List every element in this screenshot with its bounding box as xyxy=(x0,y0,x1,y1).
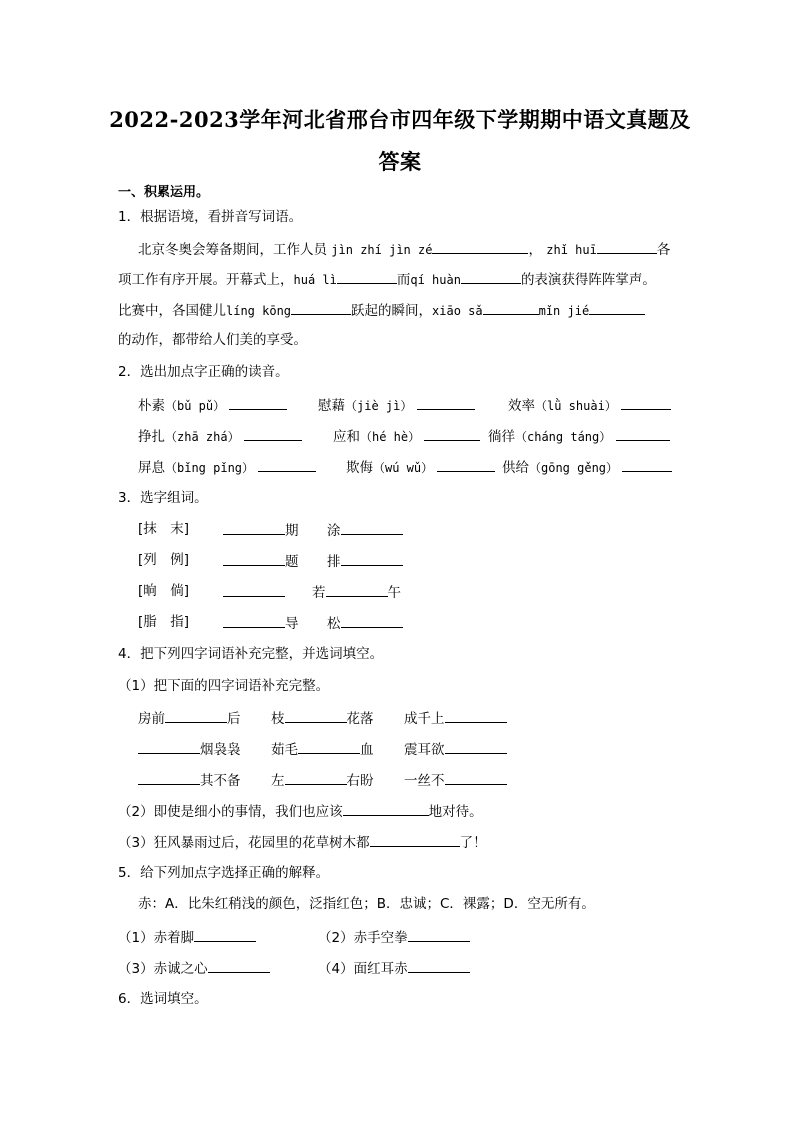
answer-blank[interactable] xyxy=(622,457,672,472)
q3-word-b: 若 午 xyxy=(312,582,401,602)
q3-word-a: 期 xyxy=(223,520,299,540)
answer-blank[interactable] xyxy=(343,801,429,816)
answer-blank[interactable] xyxy=(285,770,347,785)
q4-idiom: 震耳欲 xyxy=(404,739,507,759)
pinyin: huá lì xyxy=(293,273,337,287)
answer-blank[interactable] xyxy=(370,832,460,847)
answer-blank[interactable] xyxy=(597,239,657,254)
answer-blank[interactable] xyxy=(229,395,287,410)
q3-word-a xyxy=(223,582,285,602)
q1-prompt: 1．根据语境，看拼音写词语。 xyxy=(118,209,303,225)
pinyin: zhǐ huī xyxy=(546,243,597,257)
answer-blank[interactable] xyxy=(208,958,270,973)
document-title-line1: 2022-2023学年河北省邢台市四年级下学期期中语文真题及 xyxy=(109,107,691,132)
answer-blank[interactable] xyxy=(445,739,507,754)
q3-word-b: 松 xyxy=(327,613,403,633)
q2-item: 徜徉（cháng táng） xyxy=(488,426,670,446)
pinyin: mǐn jié xyxy=(538,304,590,318)
answer-blank[interactable] xyxy=(223,613,285,628)
q1-paragraph-line3 xyxy=(118,300,645,320)
q4-idiom: 其不备 xyxy=(138,770,241,790)
text: 各 xyxy=(656,242,671,258)
q4-idiom: 枝 花落 xyxy=(271,708,374,728)
q4-idiom: 成千上 xyxy=(404,708,507,728)
text: 北京冬奥会筹备期间，工作人员 xyxy=(138,242,327,258)
pinyin: xiāo sǎ xyxy=(432,304,483,318)
q4-idiom: 左 右盼 xyxy=(271,770,374,790)
q3-prompt: 3．选字组词。 xyxy=(118,490,208,506)
q3-choice: [抹 末] xyxy=(138,521,190,537)
answer-blank[interactable] xyxy=(258,457,316,472)
q2-item: 慰藉（jiè jì） xyxy=(318,395,475,415)
answer-blank[interactable] xyxy=(417,395,475,410)
answer-blank[interactable] xyxy=(445,770,507,785)
q3-word-b: 涂 xyxy=(327,520,403,540)
answer-blank[interactable] xyxy=(621,395,671,410)
q3-word-a: 导 xyxy=(223,613,299,633)
q2-item: 欺侮（wú wǔ） xyxy=(346,457,495,477)
answer-blank[interactable] xyxy=(408,927,470,942)
answer-blank[interactable] xyxy=(408,958,470,973)
q2-item: 效率（lǜ shuài） xyxy=(508,395,671,415)
answer-blank[interactable] xyxy=(285,708,347,723)
answer-blank[interactable] xyxy=(341,551,403,566)
answer-blank[interactable] xyxy=(483,300,539,315)
q1-paragraph-line2 xyxy=(118,269,656,289)
answer-blank[interactable] xyxy=(223,582,285,597)
q5-item: （1）赤着脚 xyxy=(118,927,256,947)
answer-blank[interactable] xyxy=(432,239,528,254)
q2-item: 应和（hé hè） xyxy=(333,426,480,446)
q2-item: 挣扎（zhā zhá） xyxy=(138,426,302,446)
answer-blank[interactable] xyxy=(165,708,227,723)
answer-blank[interactable] xyxy=(291,300,351,315)
answer-blank[interactable] xyxy=(326,582,388,597)
text: 的表演获得阵阵掌声。 xyxy=(520,272,656,288)
q3-word-b: 排 xyxy=(327,551,403,571)
q5-definition: 赤：A．比朱红稍浅的颜色，泛指红色；B．忠诚；C．裸露；D．空无所有。 xyxy=(138,896,595,912)
text: ， xyxy=(528,242,542,258)
q2-item: 屏息（bǐng pǐng） xyxy=(138,457,316,477)
answer-blank[interactable] xyxy=(445,708,507,723)
q1-paragraph-line1 xyxy=(138,239,670,259)
text: 跃起的瞬间， xyxy=(351,303,433,319)
q2-item: 朴素（bǔ pǔ） xyxy=(138,395,287,415)
q4-idiom: 烟袅袅 xyxy=(138,739,241,759)
q5-prompt: 5．给下列加点字选择正确的解释。 xyxy=(118,865,330,881)
q5-item: （3）赤诚之心 xyxy=(118,958,270,978)
q3-word-a: 题 xyxy=(223,551,299,571)
q4-idiom: 房前 后 xyxy=(138,708,241,728)
text: 而 xyxy=(396,272,411,288)
q3-choice: [脂 指] xyxy=(138,614,190,630)
q3-choice: [列 例] xyxy=(138,552,190,568)
answer-blank[interactable] xyxy=(138,770,200,785)
q3-choice: [晌 倘] xyxy=(138,583,190,599)
pinyin: líng kōng xyxy=(226,304,292,318)
answer-blank[interactable] xyxy=(194,927,256,942)
q4-prompt: 4．把下列四字词语补充完整，并选词填空。 xyxy=(118,646,384,662)
text: 比赛中，各国健儿 xyxy=(118,303,226,319)
q2-prompt: 2．选出加点字正确的读音。 xyxy=(118,364,289,380)
q4-sub1: （1）把下面的四字词语补充完整。 xyxy=(118,678,330,694)
answer-blank[interactable] xyxy=(223,551,285,566)
section-heading: 一、积累运用。 xyxy=(118,185,210,200)
q2-item: 供给（gōng gěng） xyxy=(502,457,672,477)
answer-blank[interactable] xyxy=(244,426,302,441)
document-title-line2: 答案 xyxy=(378,149,422,174)
answer-blank[interactable] xyxy=(298,739,360,754)
answer-blank[interactable] xyxy=(341,520,403,535)
q6-prompt: 6．选词填空。 xyxy=(118,991,208,1007)
answer-blank[interactable] xyxy=(589,300,645,315)
text: 项工作有序开展。开幕式上， xyxy=(118,272,294,288)
answer-blank[interactable] xyxy=(424,426,480,441)
q5-item: （4）面红耳赤 xyxy=(318,958,470,978)
q4-idiom: 茹毛 血 xyxy=(271,739,374,759)
pinyin: jìn zhí jìn zé xyxy=(331,243,433,257)
answer-blank[interactable] xyxy=(461,269,521,284)
answer-blank[interactable] xyxy=(341,613,403,628)
q4-sub2: （2）即使是细小的事情，我们也应该 地对待。 xyxy=(118,801,483,821)
q4-idiom: 一丝不 xyxy=(404,770,507,790)
q1-paragraph-line4: 的动作，都带给人们美的享受。 xyxy=(118,332,307,348)
q4-sub3: （3）狂风暴雨过后，花园里的花草树木都 了！ xyxy=(118,832,487,852)
answer-blank[interactable] xyxy=(337,269,397,284)
answer-blank[interactable] xyxy=(616,426,670,441)
q5-item: （2）赤手空拳 xyxy=(318,927,470,947)
answer-blank[interactable] xyxy=(223,520,285,535)
pinyin: qí huàn xyxy=(410,273,461,287)
answer-blank[interactable] xyxy=(437,457,495,472)
answer-blank[interactable] xyxy=(138,739,200,754)
